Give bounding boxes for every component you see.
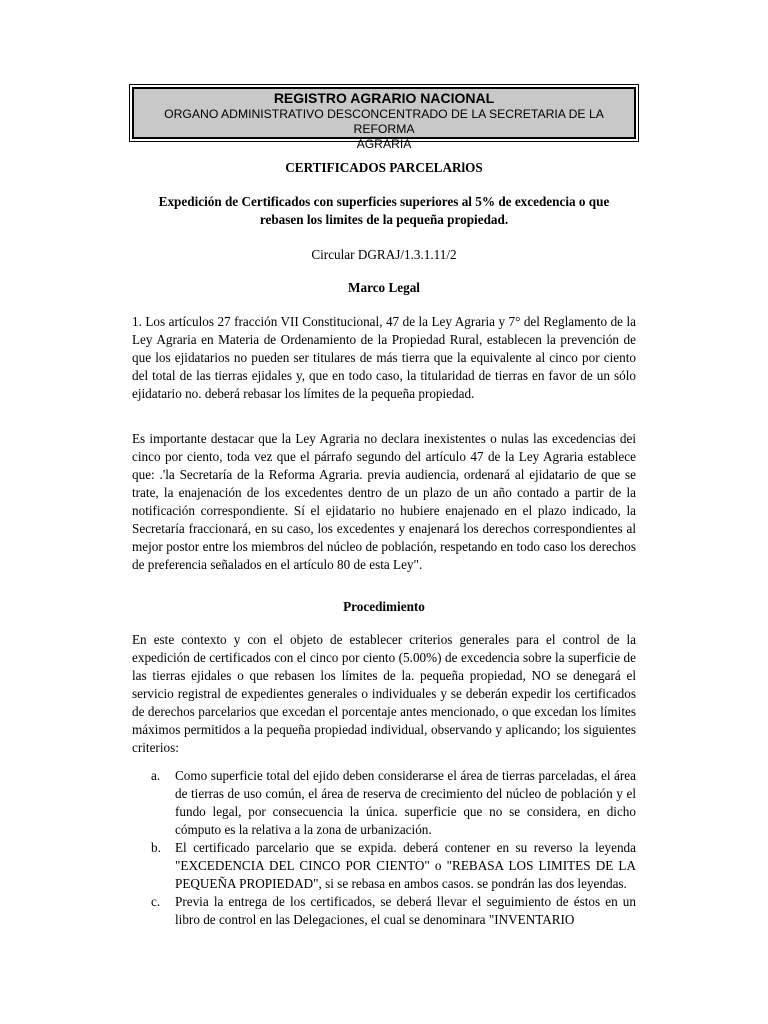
list-marker: a. <box>151 768 161 783</box>
procedimiento-heading: Procedimiento <box>343 599 425 614</box>
header-box <box>132 87 636 151</box>
list-marker: b. <box>151 840 161 855</box>
document-subject-line-1: Expedición de Certificados con superficies superiores al 5% de excedencia o que <box>158 194 610 209</box>
agency-title: REGISTRO AGRARIO NACIONAL <box>273 90 495 106</box>
paragraph-procedure: En este contexto y con el objeto de establecer criterios generales para el control de la expedición de certificados con el cinco por ciento (5.00%) de excedencia sobre la superficie de las tierras ejidales o que rebasen los límites de la. pequeña propiedad, NO se denegará el servicio registral de expedientes generales o individuales y se deberán expedir los certificados de derechos parcelarios que excedan el porcentaje antes mencionado, o que excedan los límites máximos permitidos a la pequeña propiedad individual, observando y aplicando; los siguientes criterios: <box>132 632 636 755</box>
circular-reference: Circular DGRAJ/1.3.1.11/2 <box>311 247 457 262</box>
list-item <box>132 767 636 839</box>
paragraph-excedencias: Es importante destacar que la Ley Agraria no declara inexistentes o nulas las excedencias dei cinco por ciento, toda vez que el párrafo segundo del artículo 47 de la Ley Agraria establece que: .'la Secretaría de la Reforma Agraria. previa audiencia, ordenará al ejidatario de que se trate, la enajenación de los excedentes dentro de un plazo de un año contado a partir de la notificación correspondiente. Sí el ejidatario no hubiere enajenado en el plazo indicado, la Secretaría fraccionará, en su caso, los excedentes y enajenará los derechos correspondientes al mejor postor entre los miembros del núcleo de población, respetando en todo caso los derechos de preferencia señalados en el artículo 80 de esta Ley". <box>132 431 636 572</box>
document-title: CERTIFICADOS PARCELARlOS <box>285 160 483 175</box>
list-item <box>132 893 636 929</box>
list-item-text: El certificado parcelario que se expida. deberá contener en su reverso la leyenda "EXCEDENCIA DEL CINCO POR CIENTO" o "REBASA LOS LIMITES DE LA PEQUEÑA PROPIEDAD", si se rebasa en ambos casos. se pondrán las dos leyendas. <box>175 840 636 891</box>
criteria-list <box>132 767 636 929</box>
agency-subtitle-line-1: ORGANO ADMINISTRATIVO DESCONCENTRADO DE LA SECRETARIA DE LA REFORMA <box>164 107 604 136</box>
list-item-text: Como superficie total del ejido deben considerarse el área de tierras parceladas, el área de tierras de uso común, el área de reserva de crecimiento del núcleo de población y el fundo legal, por consecuencia la única. superficie que no se considera, en dicho cómputo es la relativa a la zona de urbanización. <box>175 768 636 837</box>
list-marker: c. <box>151 894 161 909</box>
paragraph-legal-basis: 1. Los artículos 27 fracción VII Constitucional, 47 de la Ley Agraria y 7° del Reglamento de la Ley Agraria en Materia de Ordenamiento de la Propiedad Rural, establecen la prevención de que los ejidatarios no pueden ser titulares de más tierra que la equivalente al cinco por ciento del total de las tierras ejidales y, que en todo caso, la titularidad de tierras en favor de un sólo ejidatario no. deberá rebasar los límites de la pequeña propiedad. <box>132 314 636 401</box>
marco-legal-heading: Marco Legal <box>348 280 420 295</box>
agency-subtitle-line-2: AGRARIA <box>356 137 412 151</box>
document-subject-line-2: rebasen los limites de la pequeña propiedad. <box>259 212 509 227</box>
list-item-text: Previa la entrega de los certificados, se deberá llevar el seguimiento de éstos en un libro de control en las Delegaciones, el cual se denominara "INVENTARIO <box>175 894 636 927</box>
list-item <box>132 839 636 893</box>
